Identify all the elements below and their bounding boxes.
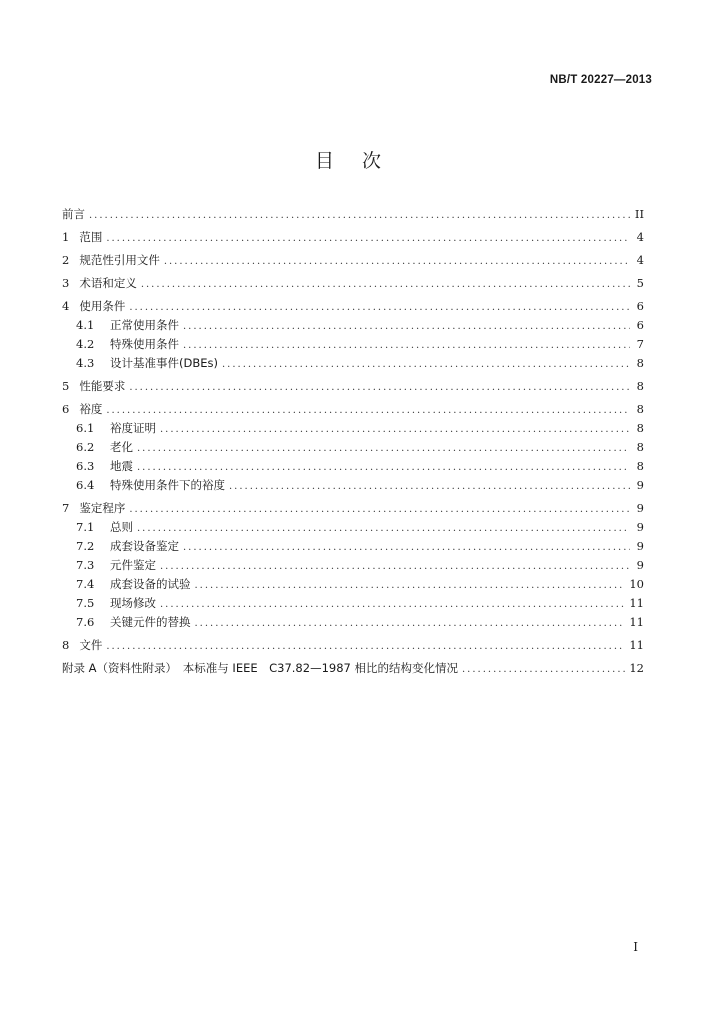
- dot-leader: [141, 275, 630, 294]
- toc-entry-page: 9: [636, 478, 644, 492]
- toc-entry-number: 6.4: [76, 478, 95, 492]
- toc-entry-page: 8: [636, 402, 644, 416]
- toc-entry-label: 特殊使用条件下的裕度: [110, 478, 225, 492]
- dot-leader: [160, 420, 630, 439]
- toc-entry-number: 6: [62, 402, 70, 416]
- toc-entry[interactable]: [62, 274, 644, 293]
- toc-entry-label: 元件鉴定: [110, 558, 156, 572]
- toc-entry-page: 9: [636, 558, 644, 572]
- toc-subentry[interactable]: [62, 438, 644, 457]
- toc-entry-page: 10: [629, 577, 644, 591]
- standard-code: NB/T 20227—2013: [549, 74, 652, 86]
- dot-leader: [462, 660, 625, 679]
- toc-entry[interactable]: [62, 297, 644, 316]
- toc-entry-page: 8: [636, 440, 644, 454]
- toc-entry-label: 使用条件: [79, 299, 126, 313]
- dot-leader: [129, 298, 630, 317]
- toc-subentry[interactable]: [62, 335, 644, 354]
- dot-leader: [229, 477, 630, 496]
- dot-leader: [183, 317, 630, 336]
- toc-entry-label: 附录 A（资料性附录） 本标准与 IEEE C37.82—1987 相比的结构变化情况: [62, 661, 458, 675]
- page-title: 目次: [314, 150, 409, 172]
- toc-entry-number: 4.1: [76, 318, 95, 332]
- toc-entry-label: 特殊使用条件: [110, 337, 179, 351]
- toc-entry-page: 9: [636, 520, 644, 534]
- toc-entry-page: 11: [629, 615, 644, 629]
- dot-leader: [106, 229, 630, 248]
- toc-entry-page: 8: [636, 421, 644, 435]
- toc-entry[interactable]: [62, 636, 644, 655]
- dot-leader: [137, 519, 630, 538]
- toc-entry-page: 4: [636, 230, 644, 244]
- dot-leader: [160, 557, 630, 576]
- toc-entry-label: 总则: [110, 520, 133, 534]
- dot-leader: [160, 595, 625, 614]
- dot-leader: [129, 500, 630, 519]
- dot-leader: [183, 538, 630, 557]
- toc-entry-label: 现场修改: [110, 596, 156, 610]
- toc-entry-page: 5: [636, 276, 644, 290]
- toc-entry-number: 4.3: [76, 356, 95, 370]
- toc-subentry[interactable]: [62, 613, 644, 632]
- toc-entry-number: 3: [62, 276, 70, 290]
- table-of-contents: [62, 205, 644, 678]
- toc-subentry[interactable]: [62, 354, 644, 373]
- toc-entry[interactable]: [62, 251, 644, 270]
- dot-leader: [89, 206, 630, 225]
- toc-entry-label: 前言: [62, 207, 85, 221]
- toc-entry-label: 老化: [110, 440, 133, 454]
- toc-entry-number: 7.5: [76, 596, 95, 610]
- toc-entry[interactable]: [62, 659, 644, 678]
- toc-entry-page: 12: [629, 661, 644, 675]
- toc-entry-page: 7: [636, 337, 644, 351]
- toc-entry-label: 术语和定义: [79, 276, 137, 290]
- toc-entry-label: 地震: [110, 459, 133, 473]
- toc-entry-number: 4.2: [76, 337, 95, 351]
- toc-entry-page: 11: [629, 638, 644, 652]
- toc-entry-number: 7.3: [76, 558, 95, 572]
- dot-leader: [129, 378, 630, 397]
- dot-leader: [195, 576, 626, 595]
- toc-entry-number: 5: [62, 379, 70, 393]
- toc-subentry[interactable]: [62, 518, 644, 537]
- page-number: I: [633, 940, 638, 954]
- dot-leader: [164, 252, 630, 271]
- dot-leader: [106, 637, 625, 656]
- toc-entry-label: 设计基准事件(DBEs): [110, 356, 218, 370]
- toc-entry-page: 11: [629, 596, 644, 610]
- toc-entry-number: 7: [62, 501, 70, 515]
- toc-entry-page: 6: [636, 299, 644, 313]
- toc-subentry[interactable]: [62, 537, 644, 556]
- toc-entry[interactable]: [62, 228, 644, 247]
- dot-leader: [222, 355, 630, 374]
- toc-entry-page: 4: [636, 253, 644, 267]
- toc-entry-label: 文件: [79, 638, 103, 652]
- toc-entry-number: 6.2: [76, 440, 95, 454]
- toc-entry-number: 6.3: [76, 459, 95, 473]
- toc-entry-number: 4: [62, 299, 70, 313]
- dot-leader: [137, 458, 630, 477]
- toc-subentry[interactable]: [62, 575, 644, 594]
- toc-entry[interactable]: [62, 377, 644, 396]
- toc-entry-label: 关键元件的替换: [110, 615, 191, 629]
- toc-entry-label: 范围: [79, 230, 103, 244]
- toc-entry-number: 7.4: [76, 577, 95, 591]
- toc-entry-page: 8: [636, 459, 644, 473]
- dot-leader: [195, 614, 626, 633]
- toc-entry-page: 8: [636, 379, 644, 393]
- toc-subentry[interactable]: [62, 457, 644, 476]
- toc-entry-label: 成套设备鉴定: [110, 539, 179, 553]
- dot-leader: [137, 439, 630, 458]
- toc-entry-number: 7.1: [76, 520, 95, 534]
- toc-entry-number: 7.6: [76, 615, 95, 629]
- toc-entry-label: 规范性引用文件: [79, 253, 160, 267]
- toc-entry-label: 裕度证明: [110, 421, 156, 435]
- dot-leader: [183, 336, 630, 355]
- toc-entry-number: 6.1: [76, 421, 95, 435]
- toc-entry-number: 8: [62, 638, 70, 652]
- toc-entry-number: 7.2: [76, 539, 95, 553]
- toc-entry-label: 性能要求: [79, 379, 126, 393]
- toc-subentry[interactable]: [62, 476, 644, 495]
- toc-subentry[interactable]: [62, 594, 644, 613]
- toc-entry-page: 9: [636, 501, 644, 515]
- toc-entry-label: 成套设备的试验: [110, 577, 191, 591]
- toc-entry-page: 9: [636, 539, 644, 553]
- toc-entry[interactable]: [62, 205, 644, 224]
- toc-entry-page: II: [634, 207, 644, 221]
- toc-entry[interactable]: [62, 499, 644, 518]
- dot-leader: [106, 401, 630, 420]
- toc-entry-label: 正常使用条件: [110, 318, 179, 332]
- toc-entry-number: 1: [62, 230, 70, 244]
- toc-subentry[interactable]: [62, 419, 644, 438]
- toc-entry-page: 8: [636, 356, 644, 370]
- toc-entry[interactable]: [62, 400, 644, 419]
- toc-subentry[interactable]: [62, 556, 644, 575]
- toc-entry-label: 鉴定程序: [79, 501, 126, 515]
- toc-entry-number: 2: [62, 253, 70, 267]
- toc-entry-label: 裕度: [79, 402, 103, 416]
- toc-entry-page: 6: [636, 318, 644, 332]
- toc-subentry[interactable]: [62, 316, 644, 335]
